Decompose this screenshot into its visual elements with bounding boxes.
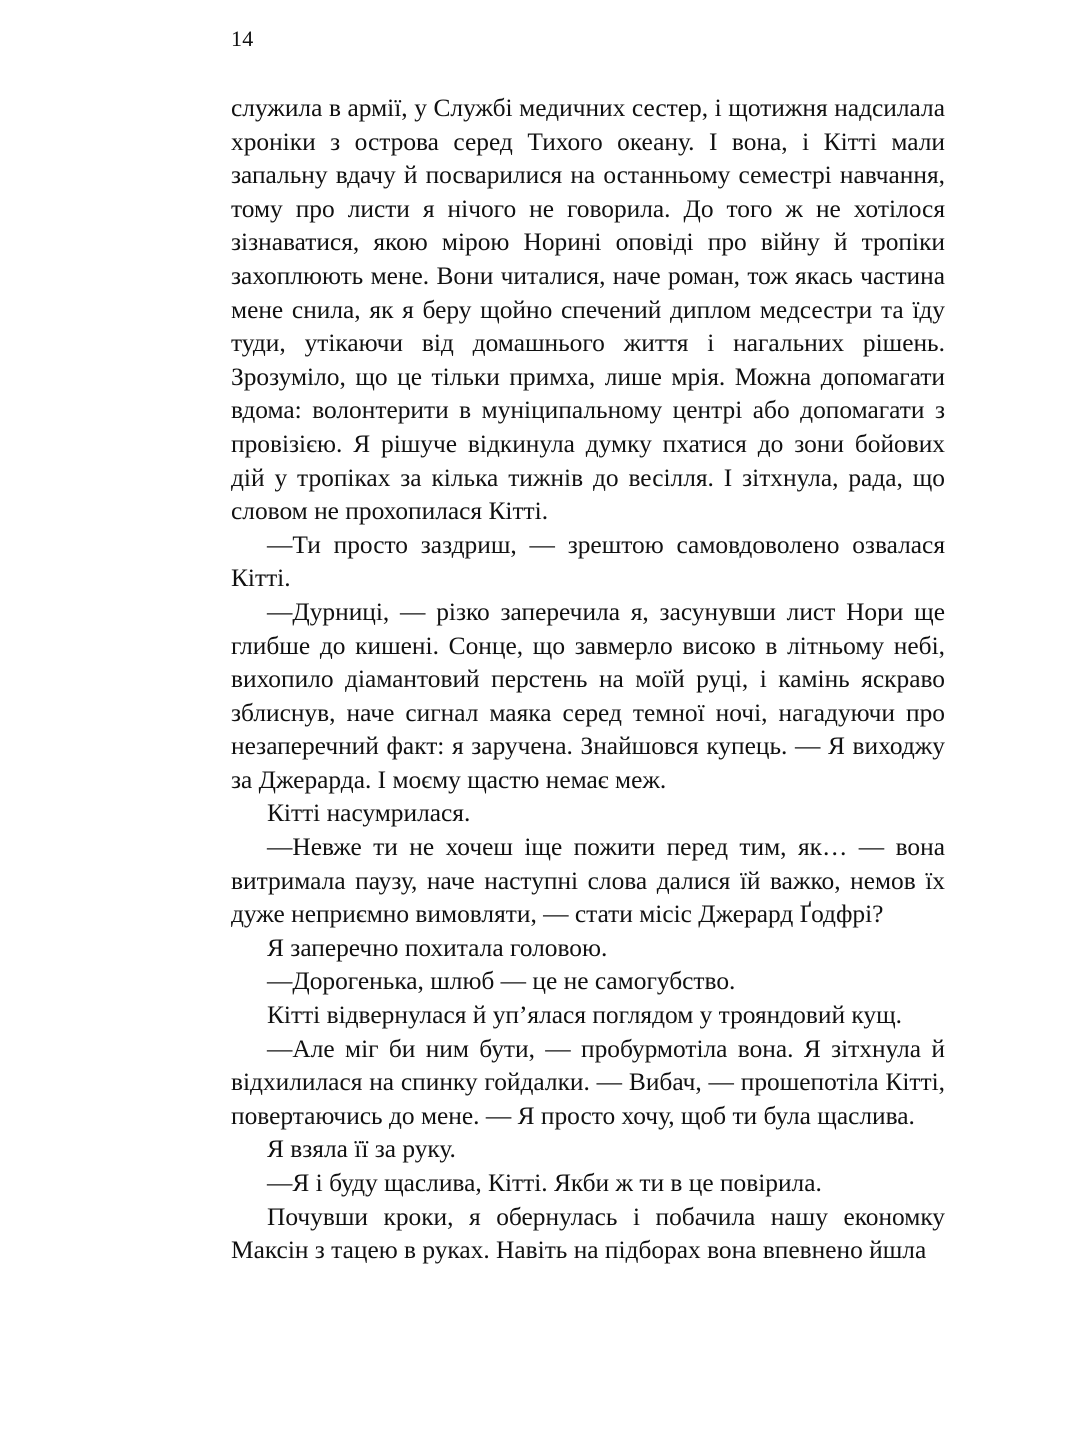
paragraph: Почувши кроки, я обернулась і побачила нашу економку Максін з тацею в руках. Навіть на підборах вона впевнено йшла — [231, 1202, 945, 1265]
paragraph: Кітті відвернулася й уп’ялася поглядом у трояндовий кущ. — [267, 1001, 902, 1030]
paragraph: Я взяла її за руку. — [267, 1135, 456, 1164]
paragraph: Я заперечно похитала головою. — [267, 933, 608, 962]
paragraph: —Дорогенька, шлюб — це не самогубство. — [267, 967, 736, 996]
paragraph: —Невже ти не хочеш іще пожити перед тим, як… — вона витримала паузу, наче наступні слова далися їй важко, немов їх дуже неприємно вимовляти, — стати місіс Джерард Ґодфрі? — [231, 833, 945, 929]
paragraph: —Я і буду щаслива, Кітті. Якби ж ти в це повірила. — [267, 1169, 822, 1197]
body-text-block — [231, 92, 945, 1268]
paragraph: —Ти просто заздриш, — зрештою самовдоволено озвалася Кітті. — [231, 530, 945, 593]
paragraph: —Але міг би ним бути, — пробурмотіла вона. Я зітхнула й відхилилася на спинку гойдалки. — Вибач, — прошепотіла Кітті, повертаючись до мене. — Я просто хочу, щоб ти була щаслива. — [231, 1034, 945, 1130]
paragraph: Кітті насумрилася. — [267, 799, 471, 828]
page-number: 14 — [231, 26, 254, 51]
paragraph: —Дурниці, — різко заперечила я, засунувши лист Нори ще глибше до кишені. Сонце, що завмерло високо в літньому небі, вихопило діамантовий перстень на моїй руці, і камінь яскраво зблиснув, наче сигнал маяка серед темної ночі, нагадуючи про незаперечний факт: я заручена. Знайшовся купець. — Я виходжу за Джерарда. І моєму щастю немає меж. — [231, 597, 945, 794]
paragraph: служила в армії, у Службі медичних сестер, і щотижня надсилала хроніки з острова серед Тихого океану. І вона, і Кітті мали запальну вдачу й посварилися на останньому семестрі навчання, тому про листи я нічого не говорила. До того ж не хотілося зізнаватися, якою мірою Норині оповіді про війну й тропіки захоплюють мене. Вони читалися, наче роман, тож якась частина мене снила, як я беру щойно спечений диплом медсестри та їду туди, утікаючи від домашнього життя і нагальних рішень. Зрозуміло, що це тільки примха, лише мрія. Можна допомагати вдома: волонтерити в муніципальному центрі або допомагати з провізією. Я рішуче відкинула думку пхатися до зони бойових дій у тропіках за кілька тижнів до весілля. І зітхнула, рада, що словом не прохопилася Кітті. — [231, 94, 945, 526]
